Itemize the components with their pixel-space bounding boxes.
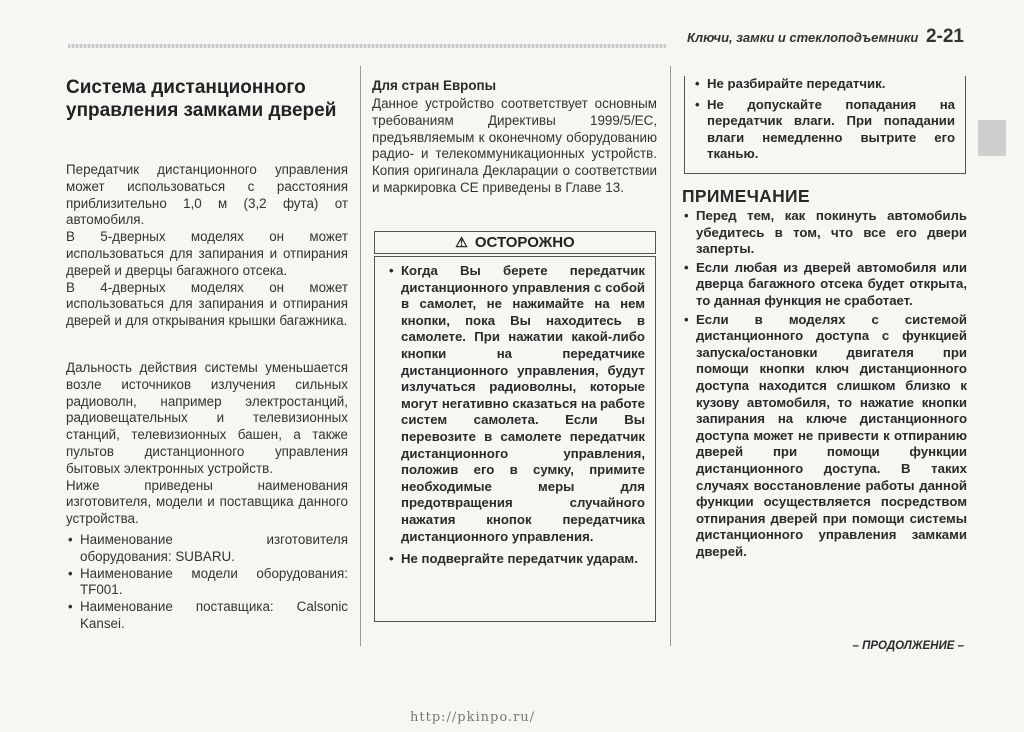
- note-heading: ПРИМЕЧАНИЕ: [682, 186, 810, 206]
- range-paragraph: Передатчик дистанционного управления может использоваться с расстояния приблизительно 1,0 м (3,2 фута) от автомобиля.: [66, 162, 348, 228]
- warning-list: [387, 263, 645, 568]
- list-item: • Когда Вы берете передатчик дистанционного управления с собой в самолет, не нажимайте на нем кнопки, пока Вы находитесь в самолете. При нажатии какой-либо кнопки на передатчике дистанционного управления, будут излучаться радиоволны, которые могут негативно сказаться на работе систем самолета. Если Вы перевозите в самолете передатчик дистанционного управления, положив его в сумку, примите необходимые меры для предотвращения случайного нажатия кнопок передатчика дистанционного управления.: [387, 263, 645, 545]
- page-number: 2-21: [925, 26, 964, 47]
- header-rule: [68, 44, 666, 48]
- four-door-paragraph: В 4-дверных моделях он может использоваться для запирания и отпирания дверей и для открывания крышки багажника.: [66, 279, 348, 329]
- warning-header: [374, 231, 656, 254]
- chapter-tab: [978, 120, 1006, 156]
- list-item: • Если в моделях с системой дистанционного доступа с функцией запуска/остановки двигателя при помощи кнопки ключ дистанционного доступа находится слишком близко к кузову автомобиля, то нажатие кнопки запирания на ключе дистанционного доступа может не привести к отпиранию дверей при помощи функции дистанционного доступа. В таких случаях восстановление работы данной функции осуществляется посредством отпирания дверей при помощи системы дистанционного управления замками дверей.: [682, 312, 967, 561]
- warning-triangle-icon: ⚠: [455, 234, 468, 250]
- column-divider: [670, 66, 671, 646]
- list-item: • Перед тем, как покинуть автомобиль убедитесь в том, что все его двери заперты.: [682, 208, 967, 258]
- section-title: Система дистанционного управления замками дверей: [66, 77, 337, 121]
- list-item: • Наименование поставщика: Calsonic Kansei.: [66, 599, 348, 633]
- warning-list-continued: [693, 76, 955, 163]
- source-url: http://pkinpo.ru/: [410, 710, 536, 725]
- warning-label: ОСТОРОЖНО: [474, 234, 575, 251]
- intro-paragraphs: [66, 162, 348, 330]
- list-item: • Наименование изготовителя оборудования: SUBARU.: [66, 532, 348, 566]
- column-divider: [360, 66, 361, 646]
- europe-paragraph: Данное устройство соответствует основным требованиям Директивы 1999/5/EC, предъявляемым к оконечному оборудованию радио- и телекоммуникационных устройств. Копия оригинала Декларации о соответствии и маркировка CE приведены в Главе 13.: [372, 96, 657, 195]
- europe-heading: Для стран Европы: [372, 78, 497, 93]
- list-item: • Не подвергайте передатчик ударам.: [387, 551, 645, 568]
- list-item: • Не допускайте попадания на передатчик влаги. При попадании влаги немедленно вытрите его тканью.: [693, 97, 955, 163]
- range-notes: [66, 360, 348, 528]
- chapter-title: Ключи, замки и стеклоподъемники: [687, 30, 919, 45]
- list-item: • Если любая из дверей автомобиля или дверца багажного отсека будет открыта, то данная функция не сработает.: [682, 260, 967, 310]
- continued-label: – ПРОДОЛЖЕНИЕ –: [852, 640, 964, 652]
- warning-box-continued: [684, 76, 966, 174]
- list-item: • Наименование модели оборудования: TF001.: [66, 566, 348, 600]
- interference-paragraph: Дальность действия системы уменьшается возле источников излучения сильных радиоволн, например электростанций, радиовещательных и телевизионных станций, телевизионных башен, а также пультов дистанционного управления бытовых электронных устройств.: [66, 360, 348, 476]
- page-header: [687, 26, 964, 48]
- five-door-paragraph: В 5-дверных моделях он может использоваться для запирания и отпирания дверей и дверцы багажного отсека.: [66, 229, 348, 278]
- list-item: • Не разбирайте передатчик.: [693, 76, 955, 93]
- manufacturer-list: [66, 532, 348, 633]
- warning-box: [374, 256, 656, 622]
- note-list: [682, 208, 967, 562]
- manufacturer-intro: Ниже приведены наименования изготовителя, модели и поставщика данного устройства.: [66, 477, 348, 527]
